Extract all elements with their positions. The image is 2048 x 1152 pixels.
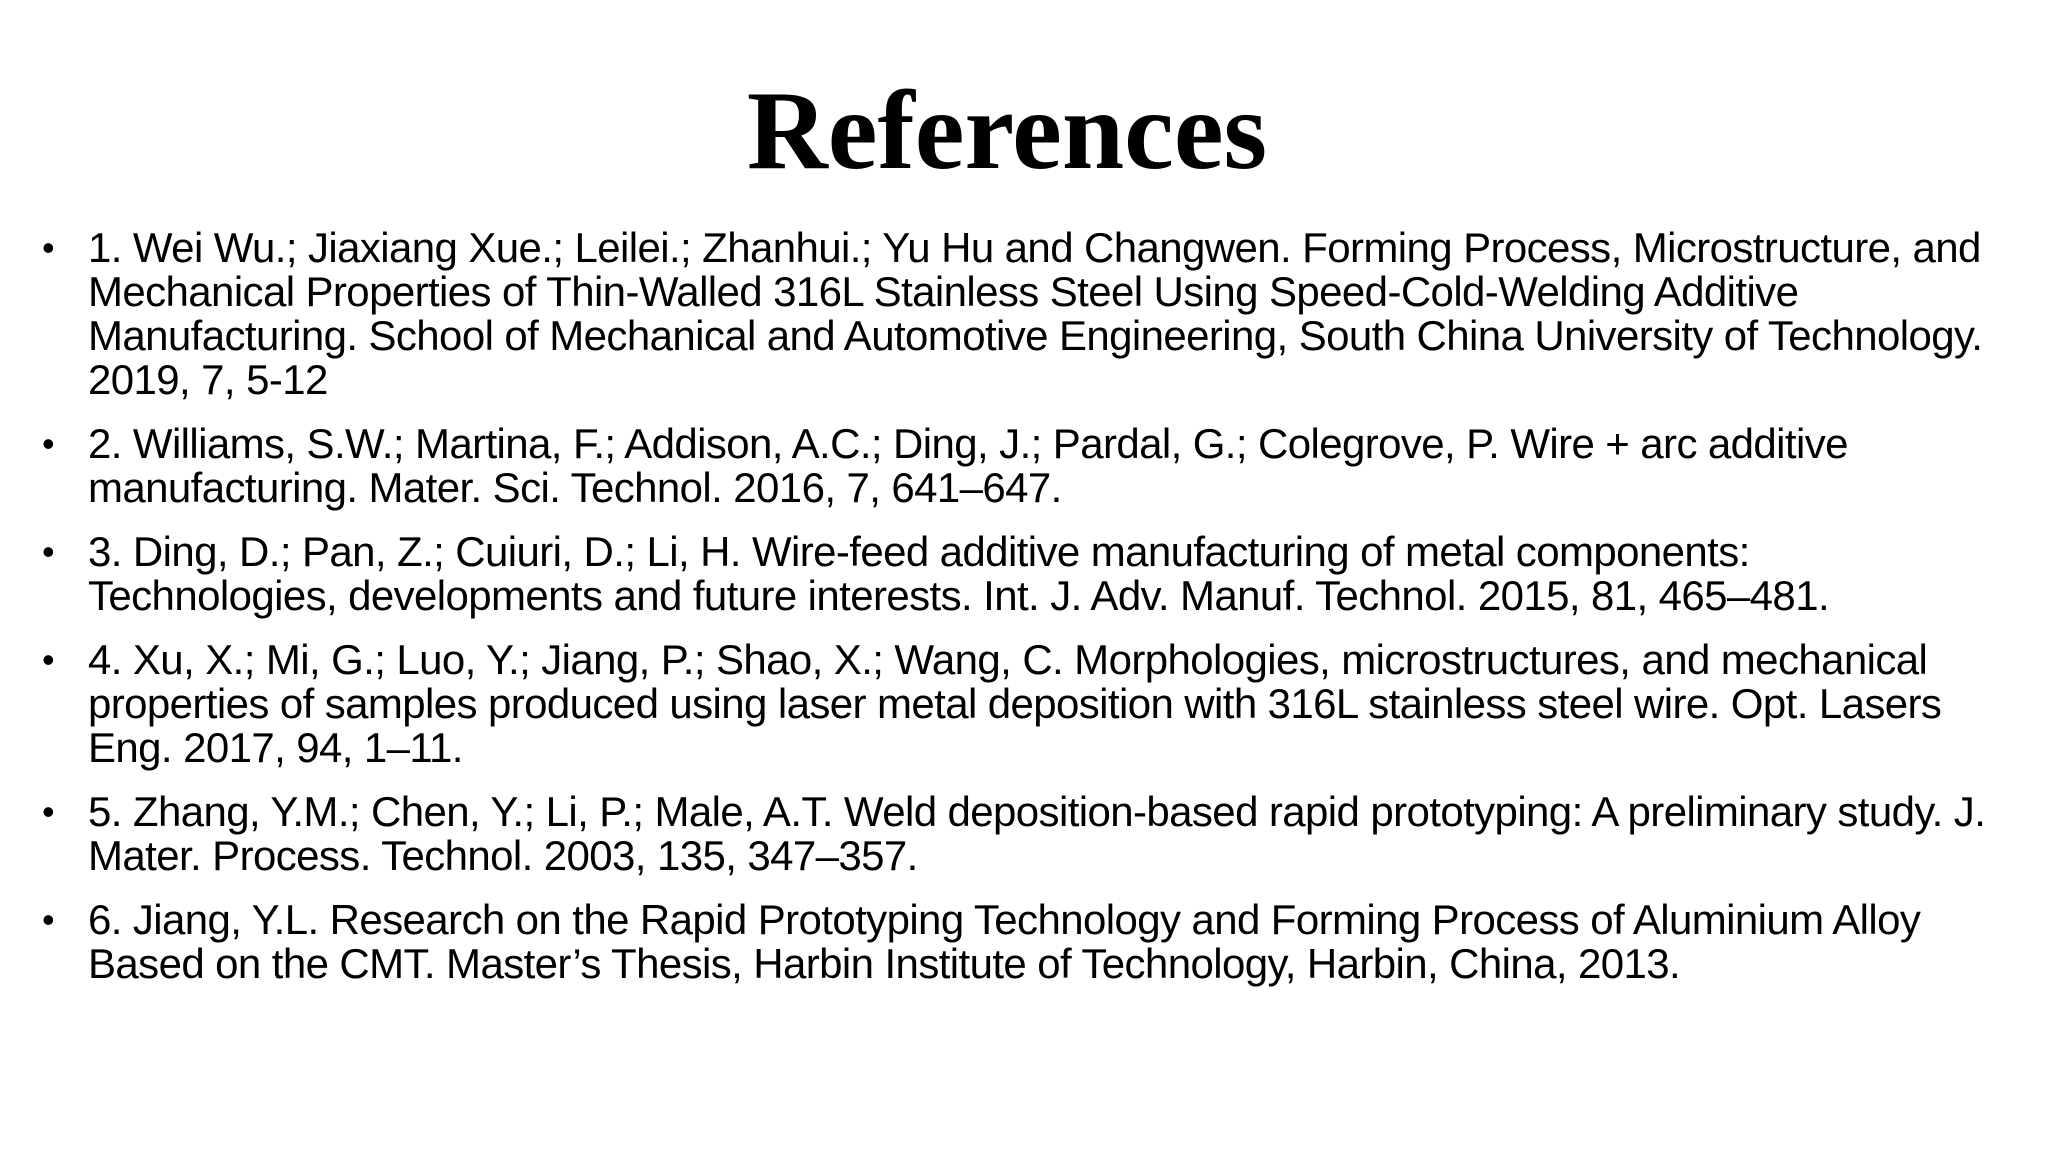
bullet-icon: • (42, 639, 55, 680)
reference-text: 2. Williams, S.W.; Martina, F.; Addison, A.C.; Ding, J.; Pardal, G.; Colegrove, P. Wire + arc additive manufacturing. Mater. Sci. Technol. 2016, 7, 641–647. (88, 420, 1848, 511)
reference-item (42, 636, 2008, 771)
reference-text: 4. Xu, X.; Mi, G.; Luo, Y.; Jiang, P.; Shao, X.; Wang, C. Morphologies, microstructures, and mechanical properties of samples produced using laser metal deposition with 316L stainless steel wire. Opt. Lasers Eng. 2017, 94, 1–11. (88, 636, 1942, 771)
reference-list (42, 224, 2008, 1006)
bullet-icon: • (42, 791, 55, 832)
reference-item (42, 896, 2008, 987)
bullet-icon: • (42, 227, 55, 268)
bullet-icon: • (42, 531, 55, 572)
reference-text: 3. Ding, D.; Pan, Z.; Cuiuri, D.; Li, H. Wire-feed additive manufacturing of metal components: Technologies, developments and future interests. Int. J. Adv. Manuf. Technol. 2015, 81, 465–481. (88, 528, 1830, 619)
reference-item (42, 420, 2008, 511)
reference-item (42, 528, 2008, 619)
reference-item (42, 788, 2008, 879)
slide-title: References (746, 69, 1268, 193)
reference-text: 5. Zhang, Y.M.; Chen, Y.; Li, P.; Male, A.T. Weld deposition-based rapid prototyping: A preliminary study. J. Mater. Process. Technol. 2003, 135, 347–357. (88, 788, 1986, 879)
reference-text: 6. Jiang, Y.L. Research on the Rapid Prototyping Technology and Forming Process of Aluminium Alloy Based on the CMT. Master’s Thesis, Harbin Institute of Technology, Harbin, China, 2013. (88, 896, 1921, 987)
reference-item (42, 224, 2008, 403)
reference-text: 1. Wei Wu.; Jiaxiang Xue.; Leilei.; Zhanhui.; Yu Hu and Changwen. Forming Process, Microstructure, and Mechanical Properties of Thin-Walled 316L Stainless Steel Using Speed-Cold-Welding Additive Manufacturing. School of Mechanical and Automotive Engineering, South China University of Technology. 2019, 7, 5-12 (88, 224, 1983, 403)
bullet-icon: • (42, 899, 55, 940)
bullet-icon: • (42, 423, 55, 464)
